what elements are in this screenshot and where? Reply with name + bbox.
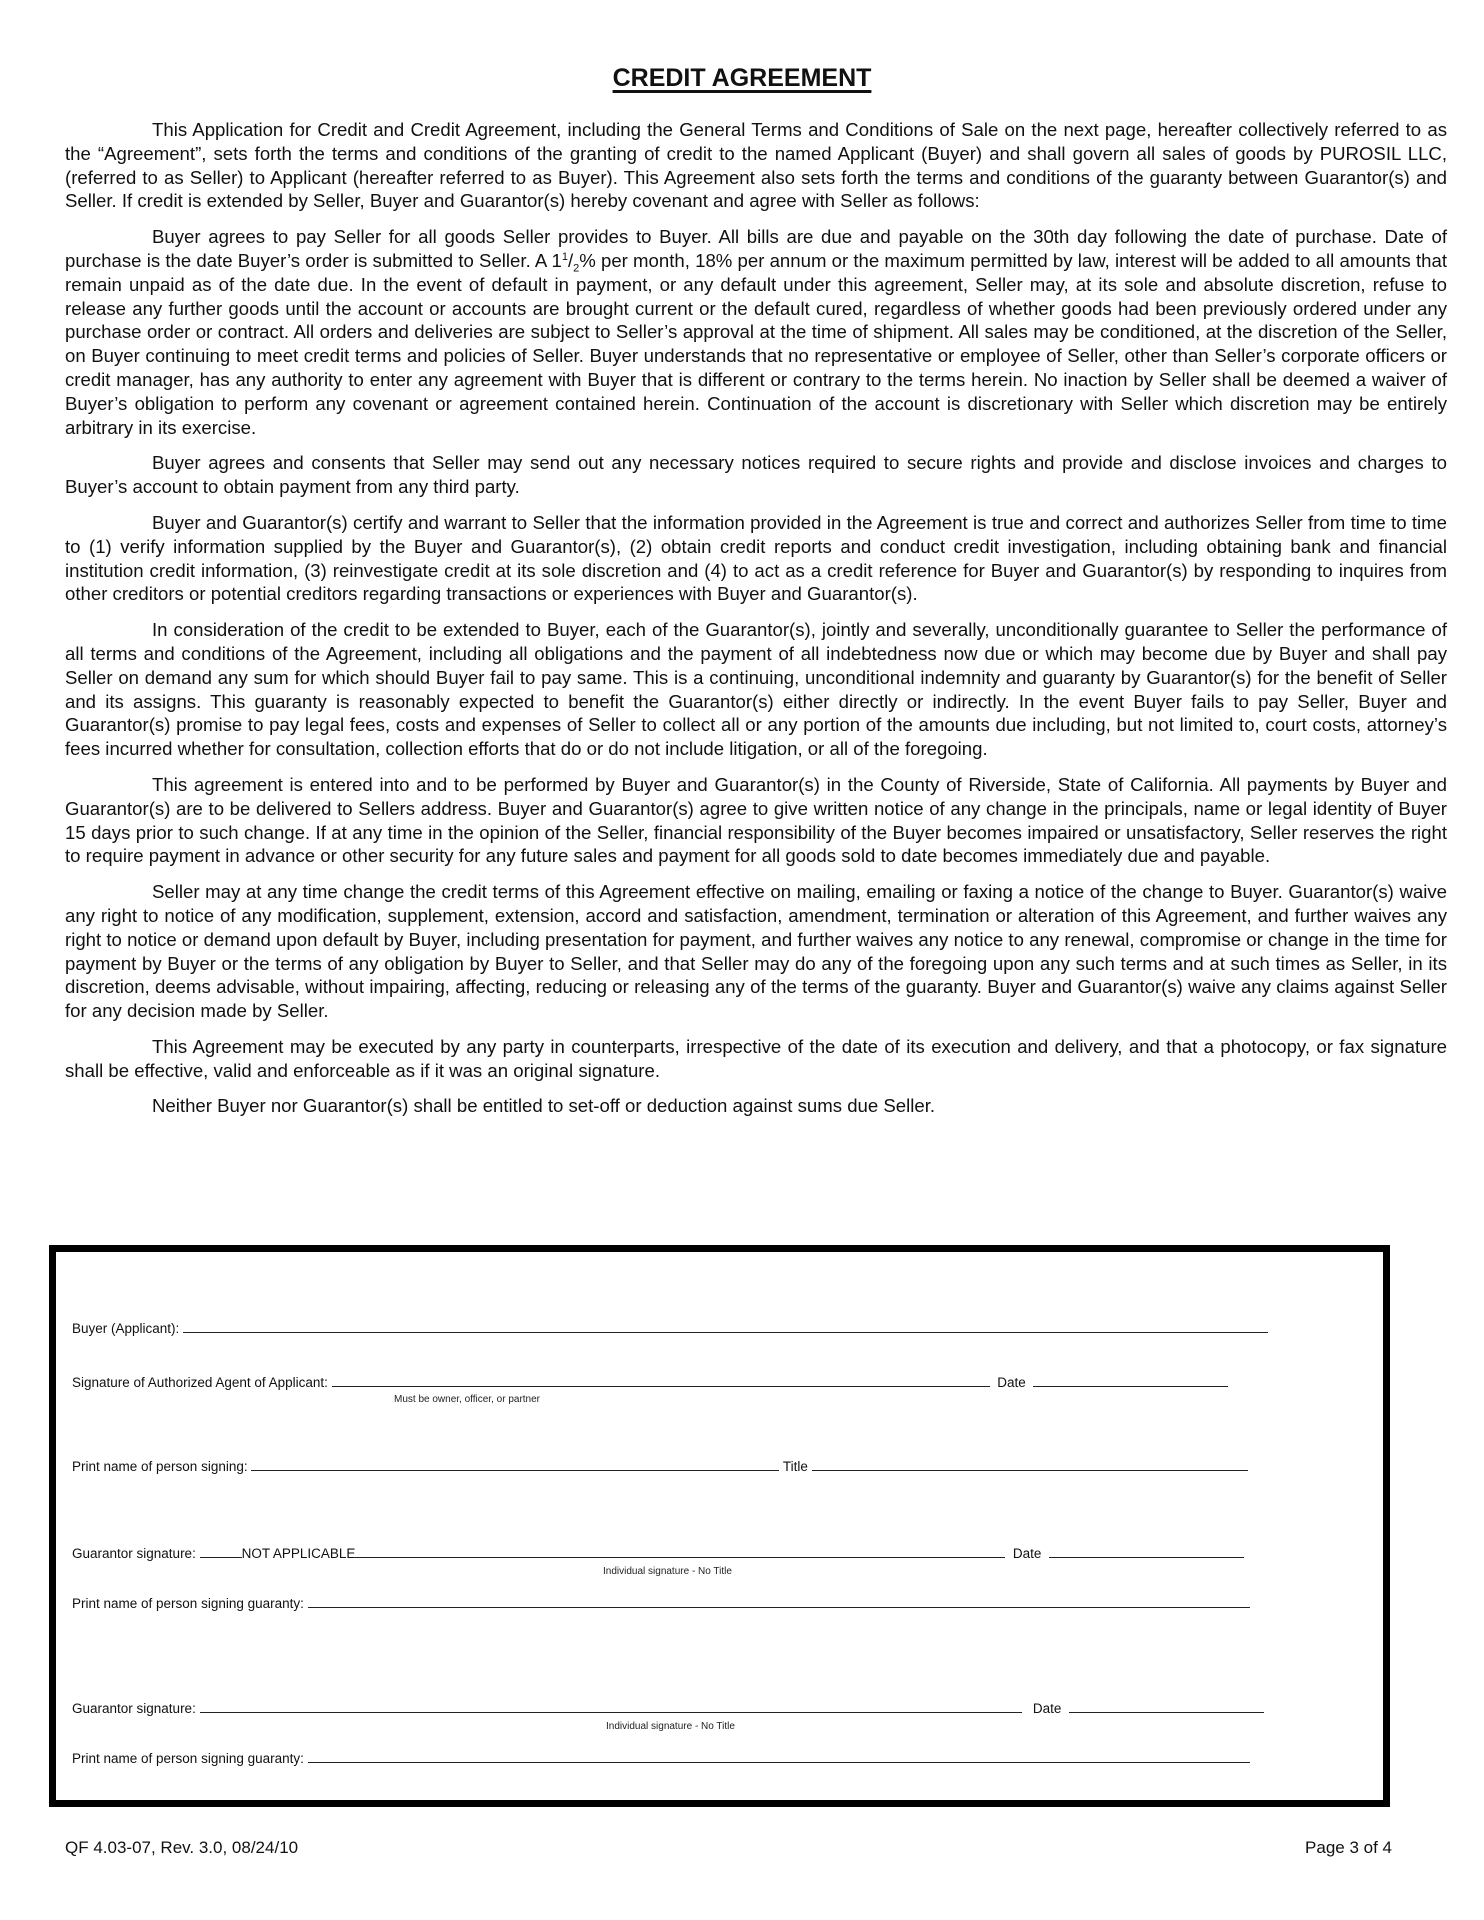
buyer-row [72, 1319, 1268, 1336]
title-label: Title [782, 1459, 808, 1474]
guaranty2-print-field[interactable] [308, 1749, 1250, 1763]
buyer-label: Buyer (Applicant): [72, 1321, 180, 1336]
paragraph-payment-terms: Buyer agrees to pay Seller for all goods Seller provides to Buyer. All bills are due and payable on the 30th day following the date of purchase. Date of purchase is the date Buyer’s order is submitted to Seller. A $1^1/_2\%$ per month, 18% per annum or the maximum permitted by law, interest will be added to all amounts that remain unpaid as of the date due. In the event of default in payment, or any default under this agreement, Seller may, at its sole and absolute discretion, refuse to release any further goods until the account or accounts are brought current or the default cured, regardless of whether goods had been previously ordered under any purchase order or contract. All orders and deliveries are subject to Seller’s approval at the time of shipment. All sales may be conditioned, at the discretion of the Seller, on Buyer continuing to meet credit terms and policies of Seller. Buyer understands that no representative or employee of Seller, other than Seller’s corporate officers or credit manager, has any authority to enter any agreement with Buyer that is different or contrary to the terms herein. No inaction by Seller shall be deemed a waiver of Buyer’s obligation to perform any covenant or agreement contained herein. Continuation of the account is discretionary with Seller which discretion may be entirely arbitrary in its exercise. [65, 226, 1447, 438]
print-name-field[interactable] [251, 1457, 779, 1471]
agent-signature-label: Signature of Authorized Agent of Applicant: [72, 1375, 328, 1390]
title-field[interactable] [812, 1457, 1248, 1471]
guarantor1-hint: Individual signature - No Title [603, 1566, 732, 1577]
print-name-row [72, 1457, 1248, 1474]
signature-box [49, 1245, 1390, 1807]
paragraph-notices: Buyer agrees and consents that Seller may send out any necessary notices required to secure rights and provide and disclose invoices and charges to Buyer’s account to obtain payment from any third party. [65, 452, 1447, 498]
guaranty1-print-label: Print name of person signing guaranty: [72, 1596, 304, 1611]
buyer-field[interactable] [183, 1319, 1268, 1333]
guarantor2-label: Guarantor signature: [72, 1701, 196, 1716]
guarantor1-date-label: Date [1012, 1546, 1042, 1561]
agreement-body [65, 118, 1447, 1130]
guaranty1-print-row [72, 1594, 1250, 1611]
guarantor2-field[interactable] [200, 1699, 1022, 1713]
guaranty2-print-label: Print name of person signing guaranty: [72, 1751, 304, 1766]
agent-signature-hint: Must be owner, officer, or partner [394, 1394, 541, 1405]
paragraph-guaranty: In consideration of the credit to be extended to Buyer, each of the Guarantor(s), jointly and severally, unconditionally guarantee to Seller the performance of all terms and conditions of the Agreement, including all obligations and the payment of all indebtedness now due or which may become due by Buyer and shall pay Seller on demand any sum for which should Buyer fail to pay same. This is a continuing, unconditional indemnity and guaranty by Guarantor(s) for the benefit of Seller and its assigns. This guaranty is reasonably expected to benefit the Guarantor(s) either directly or indirectly. In the event Buyer fails to pay Seller, Buyer and Guarantor(s) promise to pay legal fees, costs and expenses of Seller to collect all or any portion of the amounts due including, but not limited to, court costs, attorney’s fees incurred whether for consultation, collection efforts that do or do not include litigation, or all of the foregoing. [65, 619, 1447, 760]
guaranty1-print-field[interactable] [308, 1594, 1250, 1608]
page-title: CREDIT AGREEMENT [612, 64, 872, 92]
guaranty2-print-row [72, 1749, 1250, 1766]
guarantor1-field[interactable] [355, 1544, 1005, 1558]
paragraph-certify: Buyer and Guarantor(s) certify and warrant to Seller that the information provided in the Agreement is true and correct and authorizes Seller from time to time to (1) verify information supplied by the Buyer and Guarantor(s), (2) obtain credit reports and conduct credit investigation, including obtaining bank and financial institution credit information, (3) reinvestigate credit at its sole discretion and (4) to act as a credit reference for Buyer and Guarantor(s) by responding to inquires from other creditors or potential creditors regarding transactions or experiences with Buyer and Guarantor(s). [65, 511, 1447, 605]
paragraph-intro: This Application for Credit and Credit Agreement, including the General Terms and Conditions of Sale on the next page, hereafter collectively referred to as the “Agreement”, sets forth the terms and conditions of the granting of credit to the named Applicant (Buyer) and shall govern all sales of goods by PUROSIL LLC, (referred to as Seller) to Applicant (hereafter referred to as Buyer). This Agreement also sets forth the terms and conditions of the guaranty between Guarantor(s) and Seller. If credit is extended by Seller, Buyer and Guarantor(s) hereby covenant and agree with Seller as follows: [65, 119, 1447, 212]
guarantor1-value[interactable]: NOT APPLICABLE [241, 1546, 356, 1561]
agent-signature-row [72, 1373, 1228, 1390]
paragraph-setoff: Neither Buyer nor Guarantor(s) shall be entitled to set-off or deduction against sums due Seller. [152, 1095, 936, 1117]
guarantor2-row [72, 1699, 1264, 1716]
agent-signature-field[interactable] [332, 1373, 990, 1387]
print-name-label: Print name of person signing: [72, 1459, 248, 1474]
guarantor2-date-label: Date [1032, 1701, 1062, 1716]
guarantor1-label: Guarantor signature: [72, 1546, 196, 1561]
page-number: Page 3 of 4 [1305, 1838, 1392, 1857]
agent-date-field[interactable] [1033, 1373, 1228, 1387]
guarantor1-date-field[interactable] [1049, 1544, 1244, 1558]
guarantor1-field-lead [200, 1544, 242, 1558]
paragraph-change-terms: Seller may at any time change the credit terms of this Agreement effective on mailing, emailing or faxing a notice of the change to Buyer. Guarantor(s) waive any right to notice of any modification, supplement, extension, accord and satisfaction, amendment, termination or alteration of this Agreement, and further waives any right to notice or demand upon default by Buyer, including presentation for payment, and further waives any notice to any renewal, compromise or change in the time for payment by Buyer or the terms of any obligation by Buyer to Seller, and that Seller may do any of the foregoing upon any such terms and at such times as Seller, in its discretion, deems advisable, without impairing, affecting, reducing or releasing any of the terms of the guaranty. Buyer and Guarantor(s) waive any claims against Seller for any decision made by Seller. [65, 881, 1447, 1022]
guarantor1-row [72, 1544, 1244, 1561]
agent-date-label: Date [997, 1375, 1026, 1390]
guarantor2-date-field[interactable] [1069, 1699, 1264, 1713]
guarantor2-hint: Individual signature - No Title [606, 1721, 735, 1732]
paragraph-counterparts: This Agreement may be executed by any party in counterparts, irrespective of the date of its execution and delivery, and that a photocopy, or fax signature shall be effective, valid and enforceable as if it was an original signature. [65, 1035, 1447, 1081]
form-id: QF 4.03-07, Rev. 3.0, 08/24/10 [65, 1838, 299, 1857]
paragraph-jurisdiction: This agreement is entered into and to be performed by Buyer and Guarantor(s) in the County of Riverside, State of California. All payments by Buyer and Guarantor(s) are to be delivered to Sellers address. Buyer and Guarantor(s) agree to give written notice of any change in the principals, name or legal identity of Buyer 15 days prior to such change. If at any time in the opinion of the Seller, financial responsibility of the Buyer becomes impaired or unsatisfactory, Seller reserves the right to require payment in advance or other security for any future sales and payment for all goods sold to date becomes immediately due and payable. [65, 773, 1447, 867]
